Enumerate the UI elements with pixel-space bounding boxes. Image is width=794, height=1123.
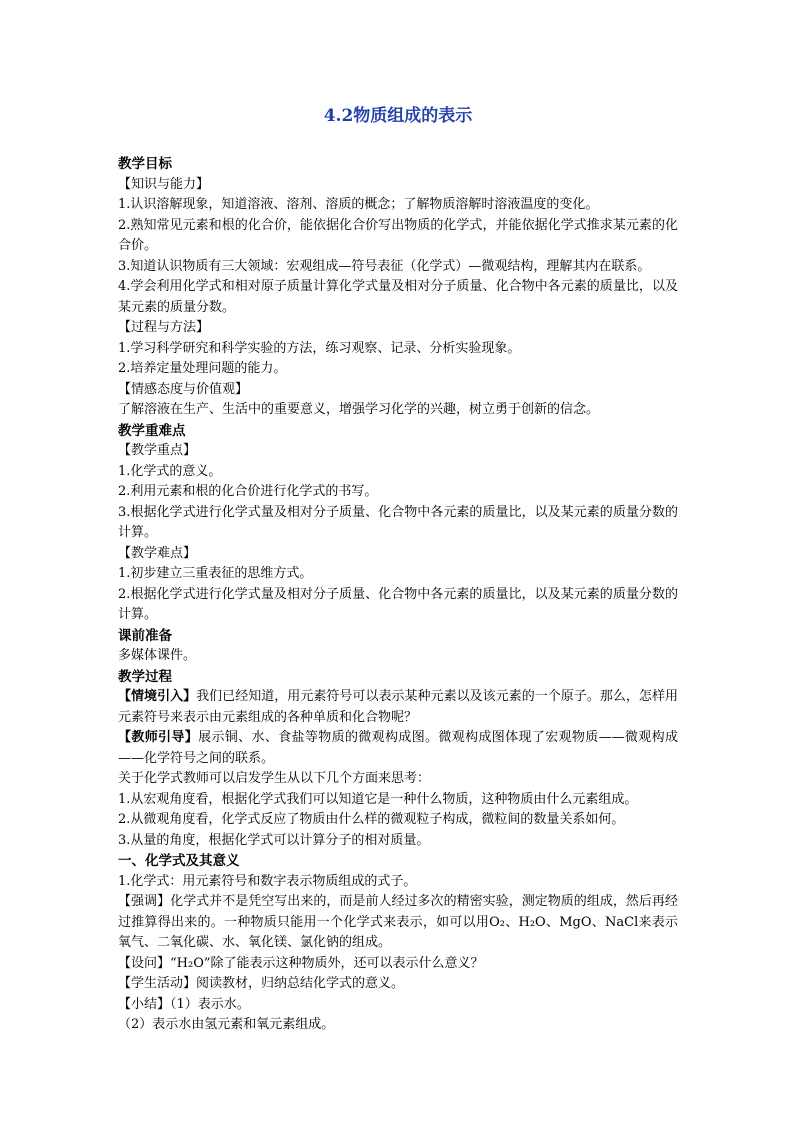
activity-text: 阅读教材，归纳总结化学式的意义。	[196, 976, 405, 991]
document-page	[118, 104, 678, 1036]
section-heading-process: 教学过程	[118, 668, 172, 685]
guide-text: 展示铜、水、食盐等物质的微观构成图。微观构成图体现了宏观物质——微观构成——化学符号之间的联系。	[118, 730, 678, 766]
emphasis-label: 【强调】	[118, 894, 171, 909]
summary-text: （1）表示水。	[170, 996, 250, 1012]
subheading-knowledge: 【知识与能力】	[118, 176, 210, 192]
activity-paragraph	[118, 974, 678, 995]
attitude-item: 了解溶液在生产、生活中的重要意义，增强学习化学的兴趣，树立勇于创新的信念。	[118, 402, 600, 417]
activity-label: 【学生活动】	[118, 976, 197, 991]
section-heading-objectives: 教学目标	[118, 156, 172, 172]
difficulty-item: 2.根据化学式进行化学式量及相对分子质量、化合物中各元素的质量比，以及某元素的质量分数的计算。	[118, 586, 678, 622]
guide-label: 【教师引导】	[118, 730, 199, 745]
method-item: 1.学习科学研究和科学实验的方法，练习观察、记录、分析实验现象。	[118, 340, 521, 356]
objective-item: 2.熟知常见元素和根的化合价，能依据化合价写出物质的化学式，并能依据化学式推求某元素的化合价。	[118, 217, 678, 253]
focus-item: 3.根据化学式进行化学式量及相对分子质量、化合物中各元素的质量比，以及某元素的质量分数的计算。	[118, 504, 678, 540]
question-paragraph	[118, 954, 678, 975]
preparation-text: 多媒体课件。	[118, 648, 197, 663]
subsection-heading-formula: 一、化学式及其意义	[118, 853, 240, 869]
objective-item: 3.知道认识物质有三大领域：宏观组成—符号表征（化学式）—微观结构，理解其内在联系。	[118, 258, 651, 274]
section-heading-preparation: 课前准备	[118, 627, 172, 644]
intro-label: 【情境引入】	[118, 689, 197, 704]
subheading-methods: 【过程与方法】	[118, 320, 210, 335]
objective-item: 1.认识溶解现象，知道溶液、溶剂、溶质的概念；了解物质溶解时溶液温度的变化。	[118, 197, 599, 212]
think-item: 2.从微观角度看，化学式反应了物质由什么样的微观粒子构成，微粒间的数量关系如何。	[118, 812, 625, 827]
intro-paragraph	[118, 687, 678, 728]
think-item: 3.从量的角度，根据化学式可以计算分子的相对质量。	[118, 832, 430, 848]
focus-item: 1.化学式的意义。	[118, 463, 222, 479]
think-item: 1.从宏观角度看，根据化学式我们可以知道它是一种什么物质，这种物质由什么元素组成。	[118, 791, 638, 807]
question-text: “H₂O”除了能表示这种物质外，还可以表示什么意义？	[170, 955, 484, 971]
intro-text: 我们已经知道，用元素符号可以表示某种元素以及该元素的一个原子。那么，怎样用元素符号来表示由元素组成的各种单质和化合物呢？	[118, 689, 678, 725]
summary-label: 【小结】	[118, 996, 171, 1012]
subheading-attitude: 【情感态度与价值观】	[118, 381, 249, 397]
page-title: 4.2物质组成的表示	[323, 106, 473, 126]
method-item: 2.培养定量处理问题的能力。	[118, 361, 287, 376]
definition-text: 1.化学式：用元素符号和数字表示物质组成的式子。	[118, 873, 417, 889]
difficulty-item: 1.初步建立三重表征的思维方式。	[118, 566, 313, 581]
subheading-difficulty: 【教学难点】	[118, 545, 197, 561]
objective-item: 4.学会利用化学式和相对原子质量计算化学式量及相对分子质量、化合物中各元素的质量比，以及某元素的质量分数。	[118, 279, 678, 315]
summary-paragraph	[118, 995, 678, 1016]
subheading-focus: 【教学重点】	[118, 443, 197, 458]
summary-item: （2）表示水由氢元素和氧元素组成。	[118, 1017, 335, 1032]
question-label: 【设问】	[118, 955, 171, 971]
emphasis-paragraph	[118, 892, 678, 954]
focus-item: 2.利用元素和根的化合价进行化学式的书写。	[118, 484, 378, 499]
think-intro: 关于化学式教师可以启发学生从以下几个方面来思考：	[118, 771, 431, 786]
section-heading-key-points: 教学重难点	[118, 422, 186, 439]
guide-paragraph	[118, 728, 678, 769]
emphasis-text: 化学式并不是凭空写出来的，而是前人经过多次的精密实验，测定物质的组成，然后再经过推算得出来的。一种物质只能用一个化学式来表示，如可以用O₂、H₂O、MgO、NaCl来表示氧气、二氧化碳、水、氧化镁、氯化钠的组成。	[118, 894, 678, 950]
